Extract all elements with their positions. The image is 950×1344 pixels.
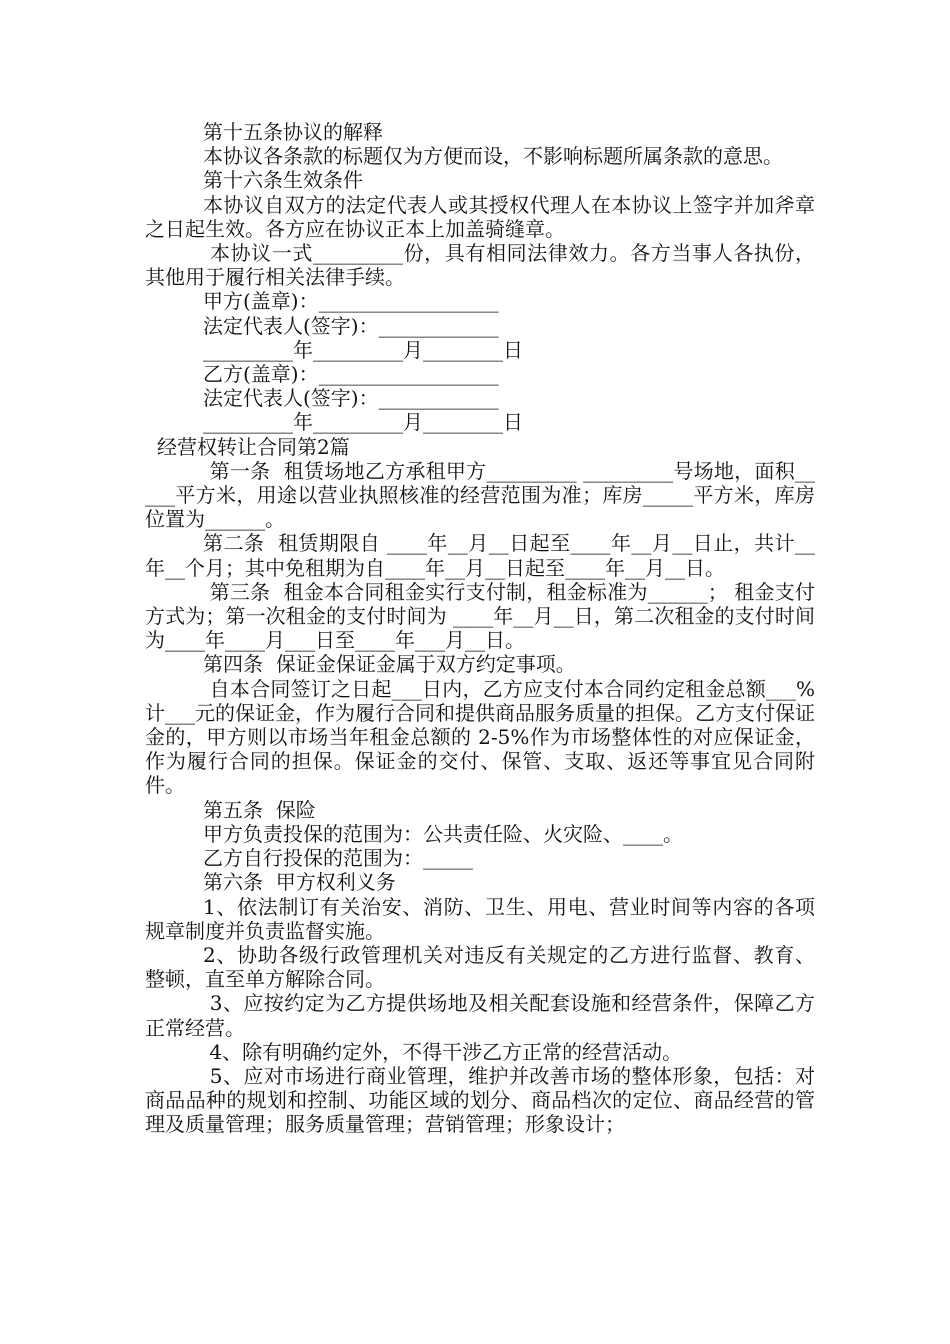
article-4-heading: 第四条 保证金保证金属于双方约定事项。 [203, 652, 576, 677]
party-b-representative-line: 法定代表人(签字)：____________ [203, 386, 499, 411]
article-2-paragraph: 第二条 租赁期限自 ____年__月__日起至____年__月__日止，共计__年__个月；其中免租期为自____年__月__日起至____年__月__日。 [145, 531, 815, 580]
party-b-seal-line: 乙方(盖章)：__________________ [203, 362, 499, 387]
article-15-heading: 第十五条协议的解释 [203, 120, 383, 144]
article-16-paragraph-2: 本协议一式_________份，具有相同法律效力。各方当事人各执份，其他用于履行相关法律手续。 [145, 241, 816, 290]
article-3-paragraph: 第三条 租金本合同租金实行支付制，租金标准为______； 租金支付方式为；第一次租金的支付时间为 ____年__月__日，第二次租金的支付时间为____年____月___日至____年___月__日。 [145, 579, 815, 653]
contract-2-title: 经营权转让合同第2篇 [157, 434, 350, 459]
party-a-seal-line: 甲方(盖章)：__________________ [203, 289, 499, 314]
article-16-heading: 第十六条生效条件 [203, 168, 363, 193]
article-16-paragraph-1: 本协议自双方的法定代表人或其授权代理人在本协议上签字并加斧章之日起生效。各方应在协议正本上加盖骑缝章。 [145, 192, 815, 241]
article-6-item-2: 2、协助各级行政管理机关对违反有关规定的乙方进行监督、教育、整顿，直至单方解除合同。 [145, 942, 815, 992]
article-1-paragraph: 第一条 租赁场地乙方承租甲方_________ _________号场地，面积_____平方米，用途以营业执照核准的经营范围为准；库房_____平方米，库房位置为______。 [145, 458, 816, 532]
party-a-representative-line: 法定代表人(签字)：____________ [203, 313, 499, 338]
article-6-heading: 第六条 甲方权利义务 [203, 870, 396, 895]
party-a-date-line: _________年_________月________日 [203, 337, 523, 362]
article-6-item-1: 1、依法制订有关治安、消防、卫生、用电、营业时间等内容的各项规章制度并负责监督实施。 [145, 894, 815, 943]
article-6-item-5: 5、应对市场进行商业管理，维护并改善市场的整体形象，包括：对商品品种的规划和控制、功能区域的划分、商品档次的定位、商品经营的管理及质量管理；服务质量管理；营销管理；形象设计； [145, 1063, 815, 1137]
party-b-date-line: _________年_________月________日 [203, 410, 523, 435]
article-5-party-a-insurance: 甲方负责投保的范围为：公共责任险、火灾险、____。 [203, 821, 683, 846]
article-6-item-3: 3、应按约定为乙方提供场地及相关配套设施和经营条件，保障乙方正常经营。 [145, 991, 815, 1040]
document-body [145, 120, 815, 1137]
article-4-paragraph: 自本合同签订之日起___日内，乙方应支付本合同约定租金总额___%计___元的保证金，作为履行合同和提供商品服务质量的担保。乙方支付保证金的，甲方则以市场当年租金总额的 2-5%作为市场整体性的对应保证金，作为履行合同的担保。保证金的交付、保管、支取、返还等事宜见合同附件。 [145, 676, 816, 798]
article-5-heading: 第五条 保险 [203, 797, 316, 822]
article-5-party-b-insurance: 乙方自行投保的范围为：_____ [203, 846, 473, 871]
article-6-item-4: 4、除有明确约定外，不得干涉乙方正常的经营活动。 [203, 1039, 683, 1064]
article-15-paragraph: 本协议各条款的标题仅为方便而设，不影响标题所属条款的意思。 [203, 144, 783, 169]
